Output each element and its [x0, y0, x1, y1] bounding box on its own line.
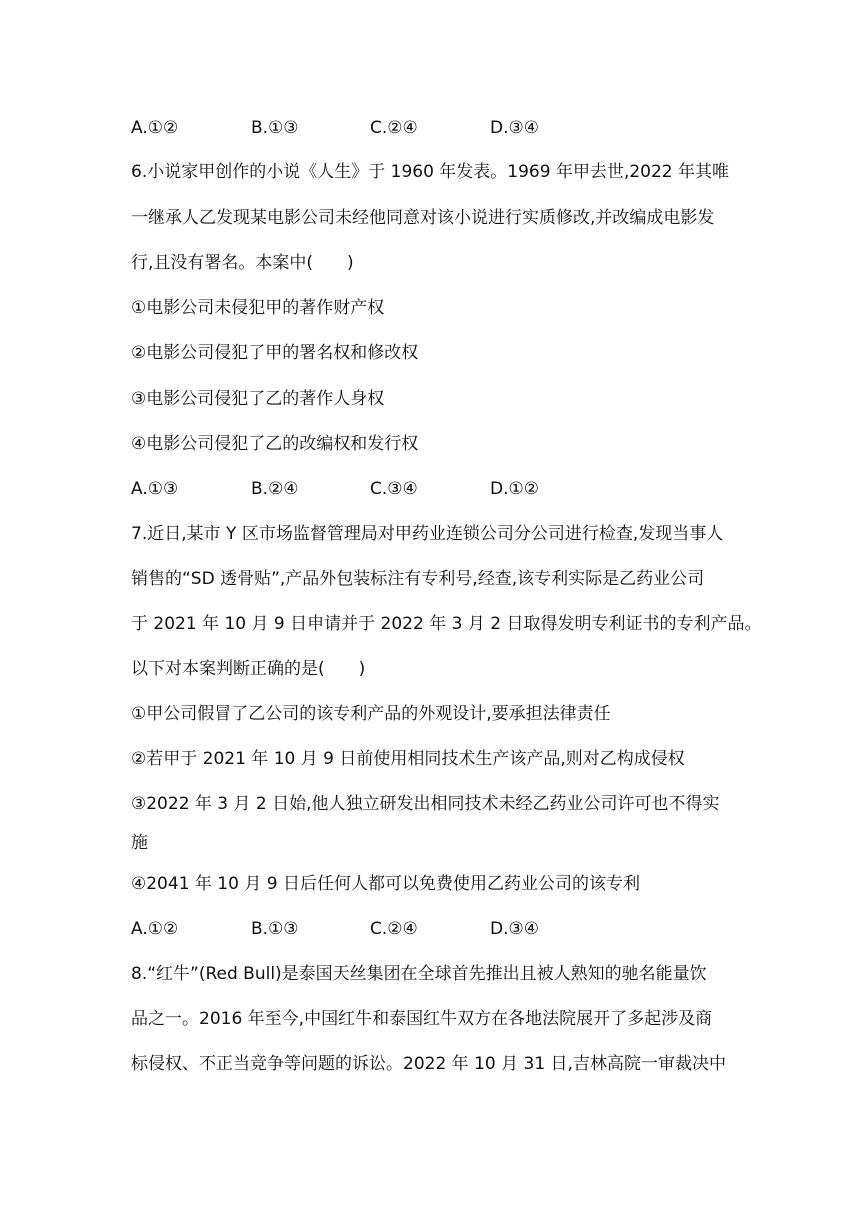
- option-b[interactable]: B.①③: [251, 919, 299, 939]
- option-a[interactable]: A.①③: [131, 479, 179, 499]
- option-c[interactable]: C.③④: [370, 479, 418, 499]
- q7-stem-line-1: 7.近日,某市 Y 区市场监督管理局对甲药业连锁公司分公司进行检查,发现当事人: [131, 524, 724, 544]
- option-b[interactable]: B.②④: [251, 479, 299, 499]
- option-d[interactable]: D.③④: [490, 118, 539, 138]
- q6-statement-3: ③电影公司侵犯了乙的著作人身权: [131, 389, 385, 409]
- q8-stem-line-2: 品之一。2016 年至今,中国红牛和泰国红牛双方在各地法院展开了多起涉及商: [131, 1009, 713, 1029]
- q7-statement-4: ④2041 年 10 月 9 日后任何人都可以免费使用乙药业公司的该专利: [131, 874, 640, 894]
- q6-statement-4: ④电影公司侵犯了乙的改编权和发行权: [131, 434, 419, 454]
- option-b[interactable]: B.①③: [251, 118, 299, 138]
- q7-statement-3-cont: 施: [131, 833, 148, 853]
- q6-stem-line-1: 6.小说家甲创作的小说《人生》于 1960 年发表。1969 年甲去世,2022 年其唯: [131, 162, 730, 182]
- option-a[interactable]: A.①②: [131, 118, 179, 138]
- q8-stem-line-3: 标侵权、不正当竞争等问题的诉讼。2022 年 10 月 31 日,吉林高院一审裁决中: [131, 1054, 726, 1074]
- q7-statement-1: ①甲公司假冒了乙公司的该专利产品的外观设计,要承担法律责任: [131, 704, 611, 724]
- q7-stem-line-3: 于 2021 年 10 月 9 日申请并于 2022 年 3 月 2 日取得发明专利证书的专利产品。: [131, 614, 762, 634]
- option-d[interactable]: D.③④: [490, 919, 539, 939]
- q6-statement-1: ①电影公司未侵犯甲的著作财产权: [131, 298, 385, 318]
- q8-stem-line-1: 8.“红牛”(Red Bull)是泰国天丝集团在全球首先推出且被人熟知的驰名能量饮: [131, 964, 707, 984]
- q6-stem-line-3: 行,且没有署名。本案中( ): [131, 253, 354, 273]
- q7-stem-line-4: 以下对本案判断正确的是( ): [131, 659, 366, 679]
- option-c[interactable]: C.②④: [370, 118, 418, 138]
- q6-statement-2: ②电影公司侵犯了甲的署名权和修改权: [131, 343, 419, 363]
- q6-stem-line-2: 一继承人乙发现某电影公司未经他同意对该小说进行实质修改,并改编成电影发: [131, 208, 715, 228]
- q7-statement-2: ②若甲于 2021 年 10 月 9 日前使用相同技术生产该产品,则对乙构成侵权: [131, 749, 685, 769]
- option-c[interactable]: C.②④: [370, 919, 418, 939]
- option-d[interactable]: D.①②: [490, 479, 539, 499]
- option-a[interactable]: A.①②: [131, 919, 179, 939]
- q7-statement-3: ③2022 年 3 月 2 日始,他人独立研发出相同技术未经乙药业公司许可也不得实: [131, 794, 720, 814]
- q7-stem-line-2: 销售的“SD 透骨贴”,产品外包装标注有专利号,经查,该专利实际是乙药业公司: [131, 569, 705, 589]
